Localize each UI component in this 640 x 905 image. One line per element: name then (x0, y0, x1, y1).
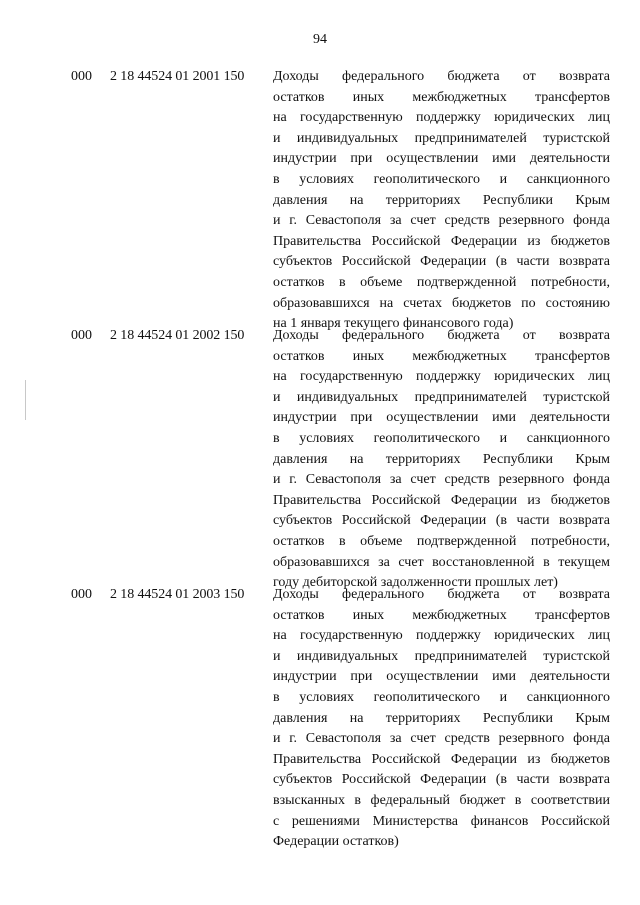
description-line: давления на территориях Республики Крым (273, 451, 610, 467)
description-line: индустрии при осуществлении ими деятельности (273, 669, 610, 685)
description-line: в условиях геополитического и санкционного (273, 171, 610, 187)
description-line: и г. Севастополя за счет средств резервного фонда (273, 472, 610, 488)
description-line: и индивидуальных предпринимателей туристской (273, 648, 610, 664)
description-line: и индивидуальных предпринимателей туристской (273, 389, 610, 405)
description-line: давления на территориях Республики Крым (273, 710, 610, 726)
description-line: взысканных в федеральный бюджет в соответствии (273, 792, 610, 808)
description-line: остатков в объеме подтвержденной потребности, (273, 533, 610, 549)
description-line: на государственную поддержку юридических лиц (273, 369, 610, 385)
admin-code: 000 (71, 328, 92, 343)
description-line: на государственную поддержку юридических лиц (273, 628, 610, 644)
page-number: 94 (313, 32, 327, 47)
description-line: остатков иных межбюджетных трансфертов (273, 348, 610, 364)
description-line: субъектов Российской Федерации (в части возврата (273, 254, 610, 270)
description-line: субъектов Российской Федерации (в части возврата (273, 513, 610, 529)
description-line: Федерации остатков) (273, 834, 399, 850)
description-line: Доходы федерального бюджета от возврата (273, 328, 610, 343)
description-line: в условиях геополитического и санкционного (273, 689, 610, 705)
description-line: Правительства Российской Федерации из бюджетов (273, 233, 610, 249)
description-line: с решениями Министерства финансов Российской (273, 813, 610, 829)
admin-code: 000 (71, 69, 92, 84)
description-line: году дебиторской задолженности прошлых лет) (273, 575, 558, 591)
description-line: субъектов Российской Федерации (в части возврата (273, 772, 610, 788)
description-line: на 1 января текущего финансового года) (273, 316, 514, 332)
description-line: Правительства Российской Федерации из бюджетов (273, 751, 610, 767)
description-line: индустрии при осуществлении ими деятельности (273, 151, 610, 167)
budget-classification-code: 2 18 44524 01 2003 150 (110, 587, 245, 602)
revenue-description (273, 326, 610, 594)
description-line: образовавшихся на счетах бюджетов по состоянию (273, 295, 610, 311)
description-line: остатков иных межбюджетных трансфертов (273, 607, 610, 623)
description-line: и индивидуальных предпринимателей туристской (273, 130, 610, 146)
budget-classification-code: 2 18 44524 01 2001 150 (110, 69, 245, 84)
description-line: давления на территориях Республики Крым (273, 192, 610, 208)
description-line: в условиях геополитического и санкционного (273, 430, 610, 446)
description-line: остатков в объеме подтвержденной потребности, (273, 274, 610, 290)
revenue-description (273, 67, 610, 335)
description-line: Правительства Российской Федерации из бюджетов (273, 492, 610, 508)
description-line: остатков иных межбюджетных трансфертов (273, 89, 610, 105)
revenue-description (273, 585, 610, 853)
scan-artifact (25, 380, 26, 420)
budget-classification-code: 2 18 44524 01 2002 150 (110, 328, 245, 343)
description-line: Доходы федерального бюджета от возврата (273, 587, 610, 602)
description-line: Доходы федерального бюджета от возврата (273, 69, 610, 84)
description-line: индустрии при осуществлении ими деятельности (273, 410, 610, 426)
admin-code: 000 (71, 587, 92, 602)
description-line: и г. Севастополя за счет средств резервного фонда (273, 213, 610, 229)
description-line: и г. Севастополя за счет средств резервного фонда (273, 731, 610, 747)
description-line: образовавшихся за счет восстановленной в текущем (273, 554, 610, 570)
description-line: на государственную поддержку юридических лиц (273, 110, 610, 126)
